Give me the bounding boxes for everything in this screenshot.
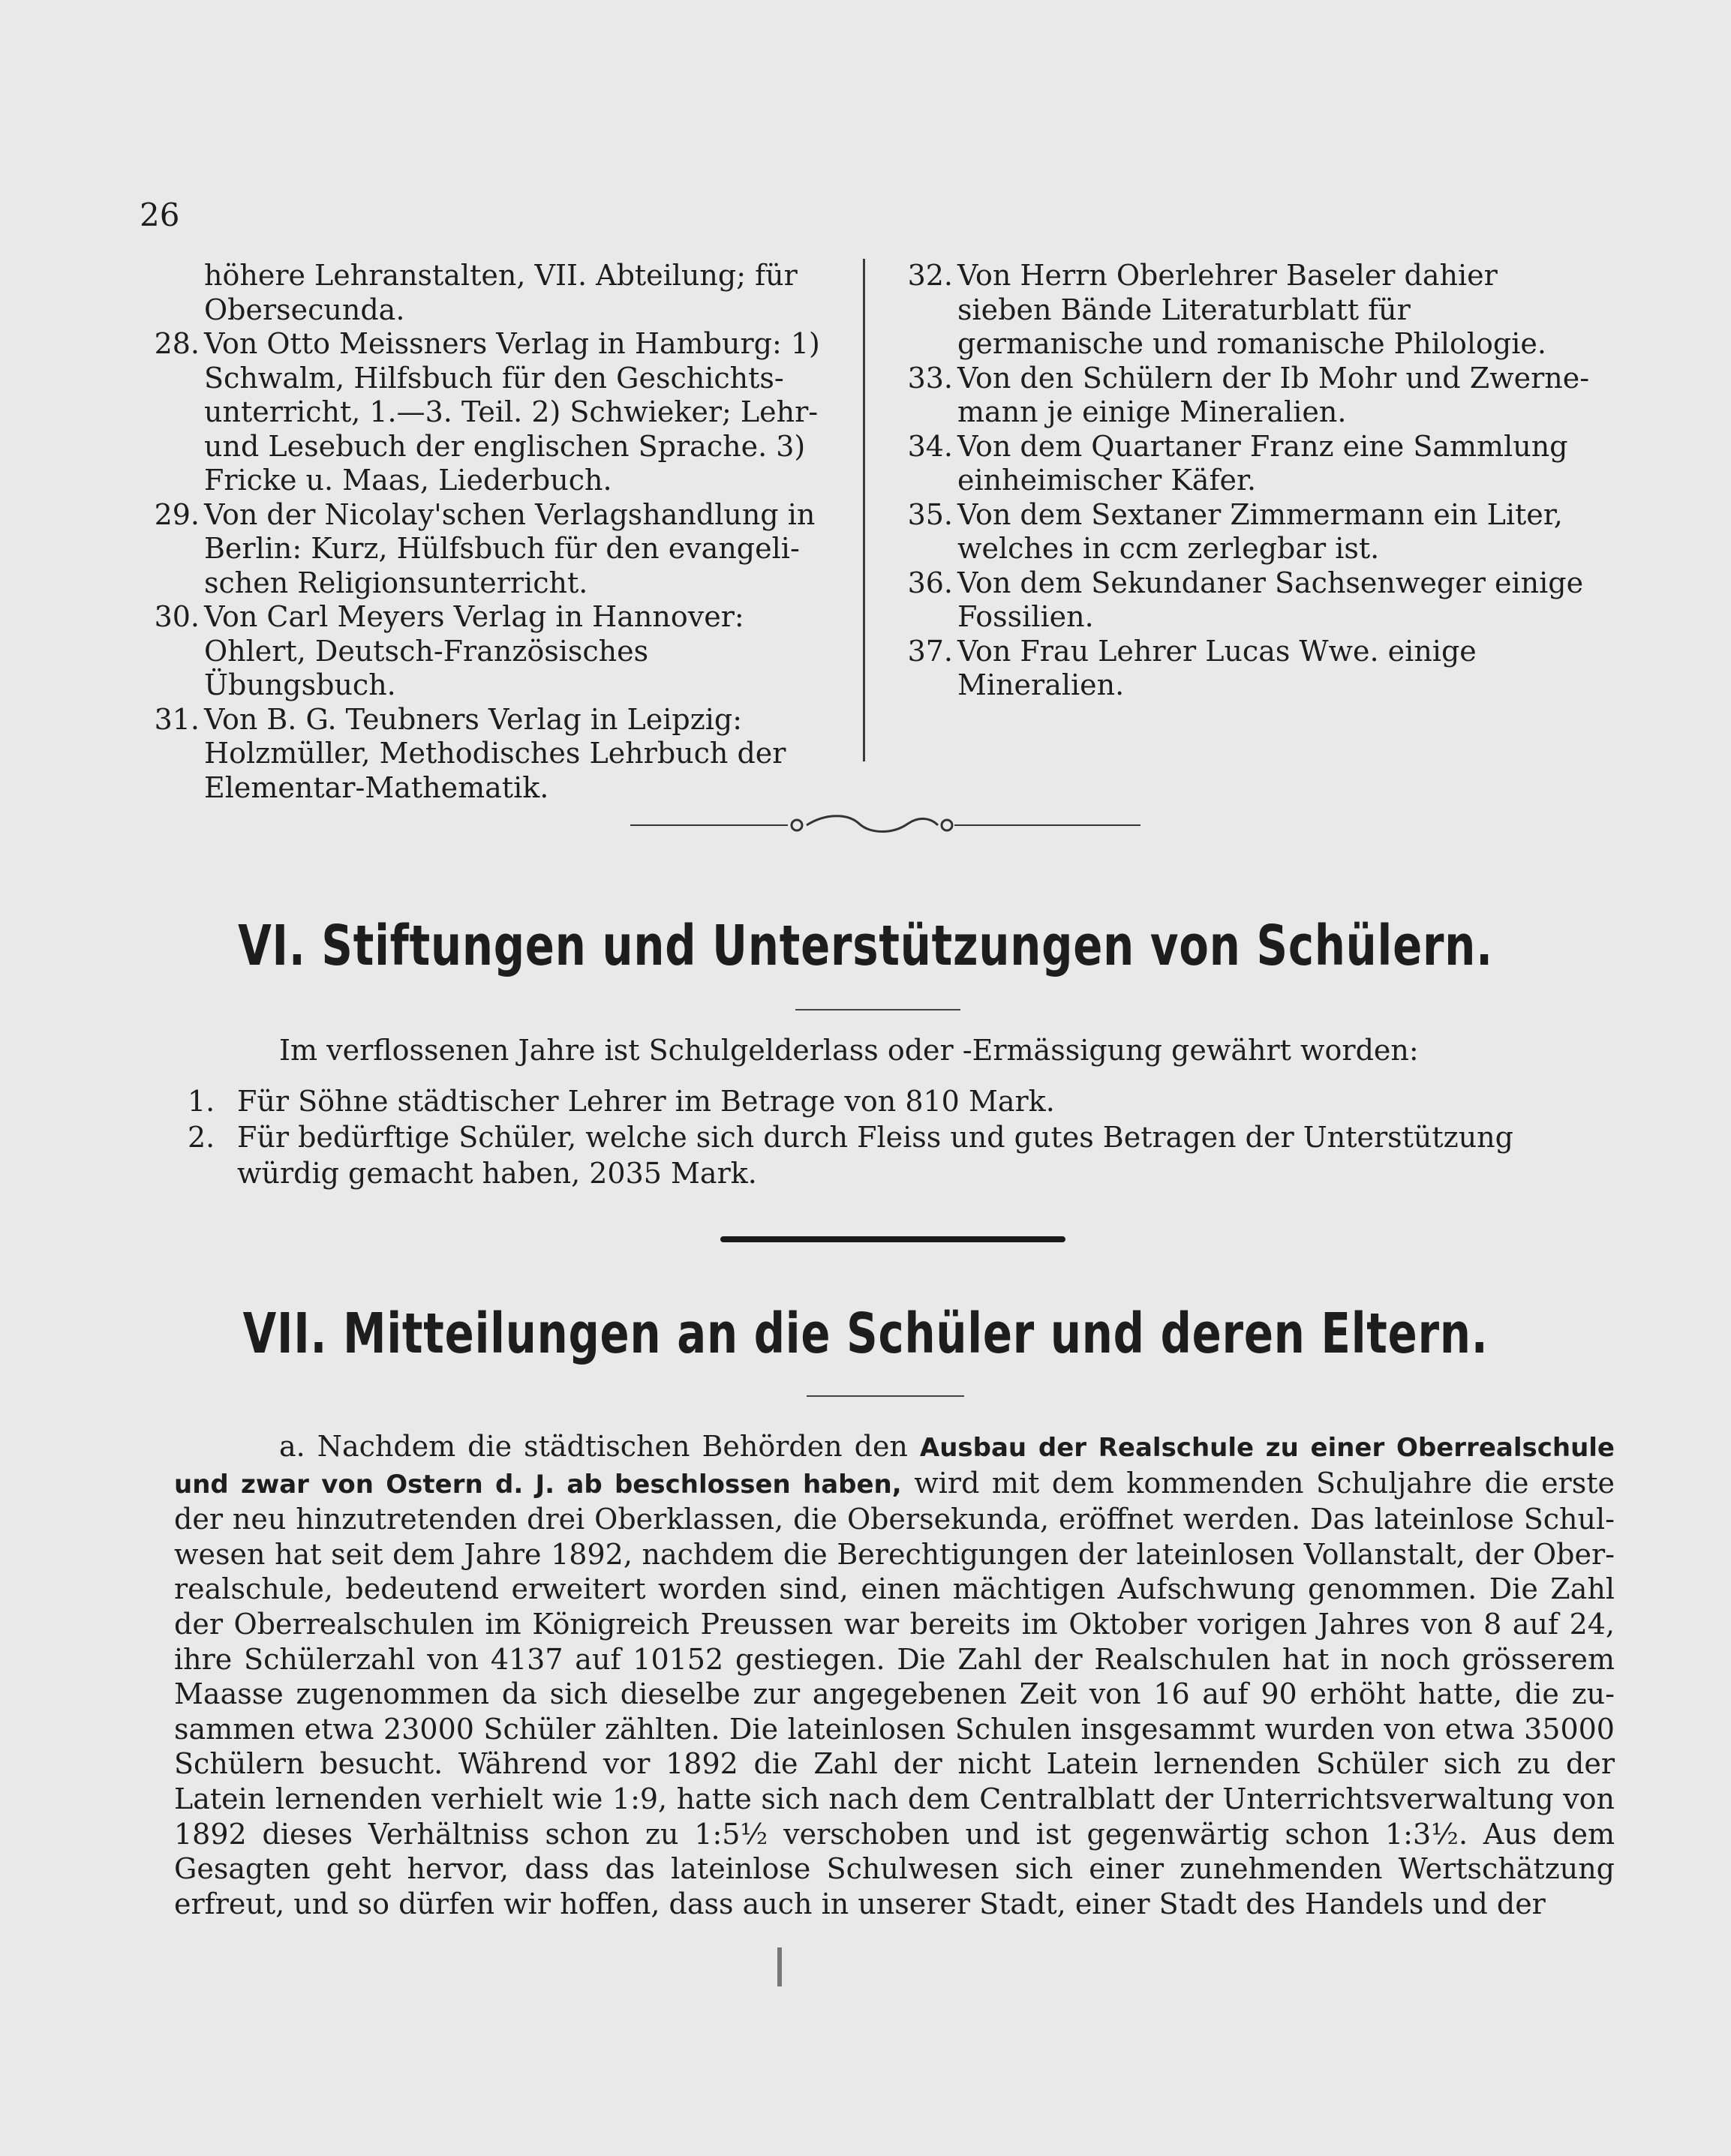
entry-text: Von dem Sekundaner Sachsenweger einige Fossilien. xyxy=(957,566,1584,633)
numbered-list xyxy=(188,1083,1613,1191)
entry-text: Von Frau Lehrer Lucas Wwe. einige Mineralien. xyxy=(957,634,1477,701)
list-item xyxy=(900,259,1598,362)
section-intro: Im verflossenen Jahre ist Schulgelderlass oder -Ermässigung gewährt worden: xyxy=(279,1034,1419,1067)
entry-number: 36. xyxy=(907,566,953,599)
item-text: Für bedürftige Schüler, welche sich durch Fleiss und gutes Betragen der Unterstützung würdig gemacht haben, 2035 Mark. xyxy=(237,1121,1513,1190)
item-number: 2. xyxy=(188,1121,215,1154)
section-heading: VII. Mitteilungen an die Schüler und deren Eltern. xyxy=(242,1302,1489,1366)
section-heading: VI. Stiftungen und Unterstützungen von Schülern. xyxy=(238,914,1493,978)
entry-text: Von dem Quartaner Franz eine Sammlung einheimischer Käfer. xyxy=(957,429,1568,497)
divider xyxy=(807,1395,964,1397)
list-item xyxy=(188,1083,1613,1119)
print-mark xyxy=(777,1947,782,1986)
list-item xyxy=(900,430,1598,498)
entry-number: 32. xyxy=(907,259,953,292)
entry-text: Von der Nicolay'schen Verlagshandlung in Berlin: Kurz, Hülfsbuch für den evangelischen Religionsunterricht. xyxy=(204,497,816,599)
paragraph-rest: wird mit dem kommenden Schuljahre die erste der neu hinzutretenden drei Oberklassen, die Obersekunda, eröffnet werden. Das lateinlose Schulwesen hat seit dem Jahre 1892, nachdem die Berechtigungen der lateinlosen Vollanstalt, der Oberrealschule, bedeutend erweitert worden sind, einen mächtigen Aufschwung genommen. Die Zahl der Oberrealschulen im Königreich Preussen war bereits im Oktober vorigen Jahres von 8 auf 24, ihre Schülerzahl von 4137 auf 10152 gestiegen. Die Zahl der Realschulen hat in noch grösserem Maasse zugenommen da sich dieselbe zur angegebenen Zeit von 16 auf 90 erhöht hatte, die zusammen etwa 23000 Schüler zählten. Die lateinlosen Schulen insgesammt wurden von etwa 35000 Schülern besucht. Während vor 1892 die Zahl der nicht Latein lernenden Schüler sich zu der Latein lernenden verhielt wie 1:9, hatte sich nach dem Centralblatt der Unterrichtsverwaltung von 1892 dieses Verhältniss schon zu 1:5½ verschoben und ist gegenwärtig schon 1:3½. Aus dem Gesagten geht hervor, dass das lateinlose Schulwesen sich einer zunehmenden Wertschätzung erfreut, und so dürfen wir hoffen, dass auch in unserer Stadt, einer Stadt des Handels und der xyxy=(174,1466,1615,1920)
entry-number: 31. xyxy=(154,702,200,736)
entry-text: Von Herrn Oberlehrer Baseler dahier sieben Bände Literaturblatt für germanische und romanische Philologie. xyxy=(957,259,1546,360)
list-item xyxy=(900,362,1598,430)
entry-number: 34. xyxy=(907,429,953,463)
entry-number: 33. xyxy=(907,361,953,395)
entry-text: höhere Lehranstalten, VII. Abteilung; für Obersecunda. xyxy=(204,259,798,326)
list-item xyxy=(147,600,830,703)
list-item xyxy=(147,327,830,498)
item-number: 1. xyxy=(188,1085,215,1118)
paragraph-start: a. Nachdem die städtischen Behörden den xyxy=(279,1430,908,1463)
list-item xyxy=(900,498,1598,566)
entry-number: 30. xyxy=(154,600,200,633)
list-item xyxy=(147,259,830,327)
entry-number: 29. xyxy=(154,497,200,531)
entry-number: 35. xyxy=(907,497,953,531)
entry-text: Von Otto Meissners Verlag in Hamburg: 1) Schwalm, Hilfsbuch für den Geschichtsunterricht, 1.—3. Teil. 2) Schwieker; Lehr- und Lesebuch der englischen Sprache. 3) Fricke u. Maas, Liederbuch. xyxy=(204,327,820,497)
page-number: 26 xyxy=(140,197,180,233)
entry-text: Von Carl Meyers Verlag in Hannover: Ohlert, Deutsch-Französisches Übungsbuch. xyxy=(204,600,744,701)
body-paragraph xyxy=(174,1429,1615,1921)
list-item xyxy=(147,498,830,601)
entry-number: 28. xyxy=(154,327,200,360)
entry-text: Von B. G. Teubners Verlag in Leipzig: Holzmüller, Methodisches Lehrbuch der Elementar-Mathematik. xyxy=(204,702,786,804)
section-divider xyxy=(720,1236,1065,1242)
list-item xyxy=(900,566,1598,635)
entry-text: Von den Schülern der Ib Mohr und Zwernemann je einige Mineralien. xyxy=(957,361,1590,428)
ornament-divider xyxy=(630,809,1140,839)
entry-text: Von dem Sextaner Zimmermann ein Liter, welches in ccm zerlegbar ist. xyxy=(957,497,1563,565)
list-item xyxy=(900,635,1598,703)
entry-number: 37. xyxy=(907,634,953,668)
column-divider xyxy=(863,259,865,761)
item-text: Für Söhne städtischer Lehrer im Betrage von 810 Mark. xyxy=(237,1085,1055,1118)
right-column xyxy=(900,259,1598,703)
divider xyxy=(795,1009,960,1010)
list-item xyxy=(147,703,830,806)
left-column xyxy=(147,259,830,805)
list-item xyxy=(188,1119,1613,1191)
emphasized-text: Ausbau der Realschule zu einer Oberrealschule und zwar von Ostern d. J. ab beschlossen haben, xyxy=(174,1433,1615,1500)
